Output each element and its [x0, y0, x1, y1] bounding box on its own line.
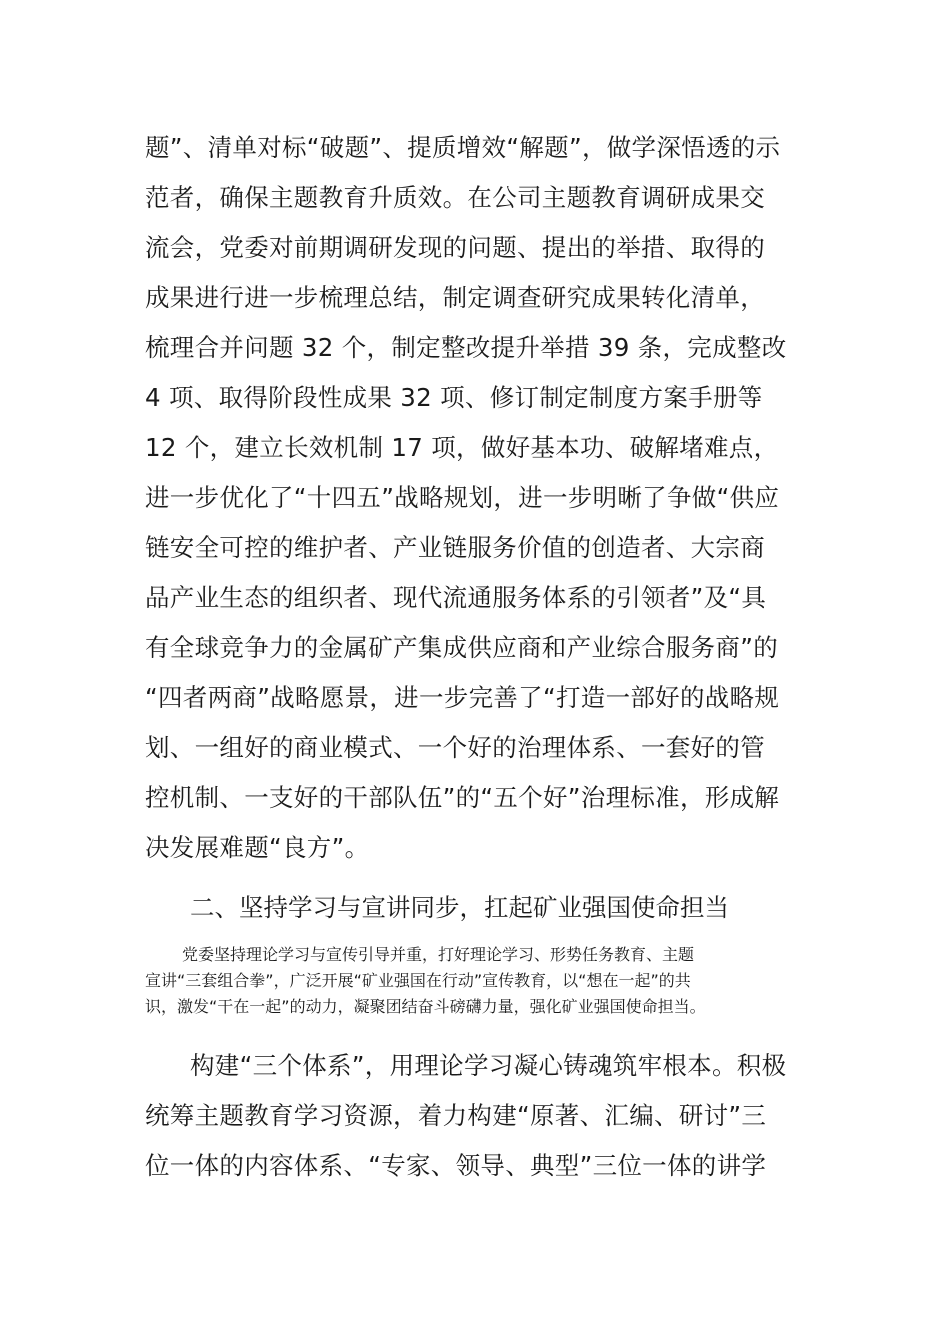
paragraph1-line-13: 划、一组好的商业模式、一个好的治理体系、一套好的管 [145, 733, 765, 762]
paragraph1-line-11: 有全球竞争力的金属矿产集成供应商和产业综合服务商”的 [145, 633, 778, 662]
paragraph1-line-6: 4 项、取得阶段性成果 32 项、修订制定制度方案手册等 [145, 383, 763, 412]
paragraph1-line-1: 题”、清单对标“破题”、提质增效“解题”，做学深悟透的示 [145, 133, 781, 162]
paragraph1-line-8: 进一步优化了“十四五”战略规划，进一步明晰了争做“供应 [145, 483, 780, 512]
paragraph1-line-4: 成果进行进一步梳理总结，制定调查研究成果转化清单， [145, 283, 765, 312]
paragraph1-line-10: 品产业生态的组织者、现代流通服务体系的引领者”及“具 [145, 583, 767, 612]
paragraph1-line-15: 决发展难题“良方”。 [145, 833, 370, 862]
section-heading: 二、坚持学习与宣讲同步，扛起矿业强国使命担当 [190, 893, 729, 922]
paragraph1-line-7: 12 个，建立长效机制 17 项，做好基本功、破解堵难点， [145, 433, 779, 462]
summary-line-1: 党委坚持理论学习与宣传引导并重，打好理论学习、形势任务教育、主题 [182, 945, 695, 964]
summary-line-3: 识，激发“干在一起”的动力，凝聚团结奋斗磅礴力量，强化矿业强国使命担当。 [145, 997, 706, 1016]
paragraph1-line-5: 梳理合并问题 32 个，制定整改提升举措 39 条，完成整改 [145, 333, 787, 362]
paragraph2-line-3: 位一体的内容体系、“专家、领导、典型”三位一体的讲学 [145, 1151, 767, 1180]
paragraph1-line-9: 链安全可控的维护者、产业链服务价值的创造者、大宗商 [145, 533, 765, 562]
paragraph1-line-14: 控机制、一支好的干部队伍”的“五个好”治理标准，形成解 [145, 783, 780, 812]
paragraph1-line-2: 范者，确保主题教育升质效。在公司主题教育调研成果交 [145, 183, 765, 212]
summary-line-2: 宣讲“三套组合拳”，广泛开展“矿业强国在行动”宣传教育，以“想在一起”的共 [145, 971, 691, 990]
paragraph1-line-12: “四者两商”战略愿景，进一步完善了“打造一部好的战略规 [145, 683, 780, 712]
paragraph2-line-2: 统筹主题教育学习资源，着力构建“原著、汇编、研讨”三 [145, 1101, 767, 1130]
paragraph1-line-3: 流会，党委对前期调研发现的问题、提出的举措、取得的 [145, 233, 765, 262]
paragraph2-line-1: 构建“三个体系”，用理论学习凝心铸魂筑牢根本。积极 [190, 1051, 787, 1080]
